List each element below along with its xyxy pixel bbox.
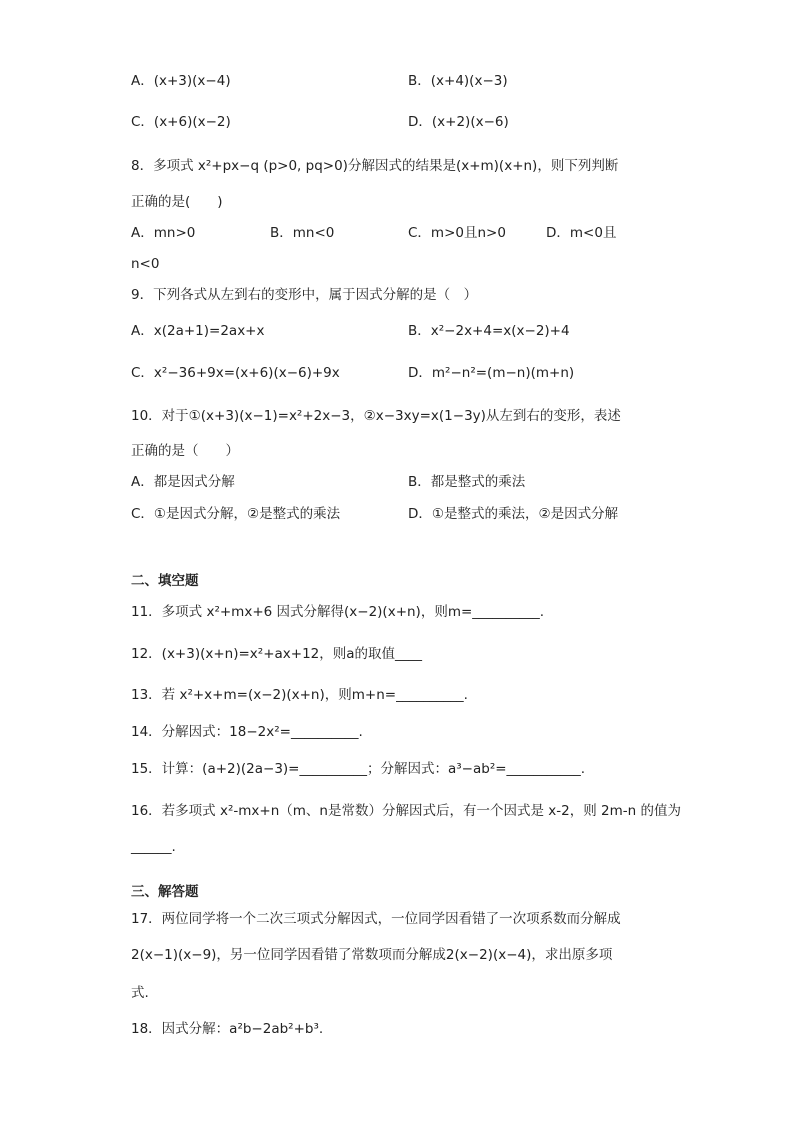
text-line: 12．(x+3)(x+n)=x²+ax+12，则a的取值____ (131, 646, 423, 662)
text-line: 10．对于①(x+3)(x−1)=x²+2x−3，②x−3xy=x(1−3y)从左到右的变形，表述 (131, 408, 621, 424)
text-line: C．(x+6)(x−2) (131, 114, 231, 130)
section-heading: 二、填空题 (131, 573, 199, 589)
text-line: B．mn<0 (270, 225, 335, 241)
text-line: D．①是整式的乘法，②是因式分解 (408, 506, 619, 522)
text-line: A．mn>0 (131, 225, 196, 241)
text-line: B．(x+4)(x−3) (408, 73, 508, 89)
text-line: D．m<0且 (546, 225, 617, 241)
text-line: 15．计算：(a+2)(2a−3)=__________；分解因式：a³−ab²=___________. (131, 761, 586, 777)
text-line: 16．若多项式 x²-mx+n（m、n是常数）分解因式后，有一个因式是 x-2，则 2m-n 的值为 (131, 803, 681, 819)
text-line: n<0 (131, 256, 160, 272)
text-line: 14．分解因式：18−2x²=__________. (131, 724, 363, 740)
section-heading: 三、解答题 (131, 884, 199, 900)
text-line: C．①是因式分解，②是整式的乘法 (131, 506, 341, 522)
text-line: A．x(2a+1)=2ax+x (131, 323, 265, 339)
text-line: 式. (131, 985, 149, 1001)
text-line: 11．多项式 x²+mx+6 因式分解得(x−2)(x+n)，则m=__________. (131, 604, 545, 620)
text-line: C．m>0且n>0 (408, 225, 506, 241)
text-line: B．都是整式的乘法 (408, 474, 526, 490)
text-line: B．x²−2x+4=x(x−2)+4 (408, 323, 570, 339)
text-line: 18．因式分解：a²b−2ab²+b³. (131, 1021, 324, 1037)
text-line: D．(x+2)(x−6) (408, 114, 509, 130)
text-line: A．(x+3)(x−4) (131, 73, 231, 89)
text-line: 2(x−1)(x−9)，另一位同学因看错了常数项而分解成2(x−2)(x−4)，求出原多项 (131, 947, 613, 963)
text-line: 13．若 x²+x+m=(x−2)(x+n)，则m+n=__________. (131, 687, 468, 703)
text-line: 9．下列各式从左到右的变形中，属于因式分解的是（ ） (131, 287, 478, 303)
text-line: 17．两位同学将一个二次三项式分解因式，一位同学因看错了一次项系数而分解成 (131, 911, 621, 927)
text-line: 正确的是（ ） (131, 443, 239, 459)
text-line: 8．多项式 x²+px−q (p>0, pq>0)分解因式的结果是(x+m)(x+n)，则下列判断 (131, 158, 619, 174)
text-line: ______. (131, 839, 176, 855)
text-line: D．m²−n²=(m−n)(m+n) (408, 365, 575, 381)
text-line: A．都是因式分解 (131, 474, 235, 490)
text-line: 正确的是( ) (131, 194, 223, 210)
text-line: C．x²−36+9x=(x+6)(x−6)+9x (131, 365, 340, 381)
